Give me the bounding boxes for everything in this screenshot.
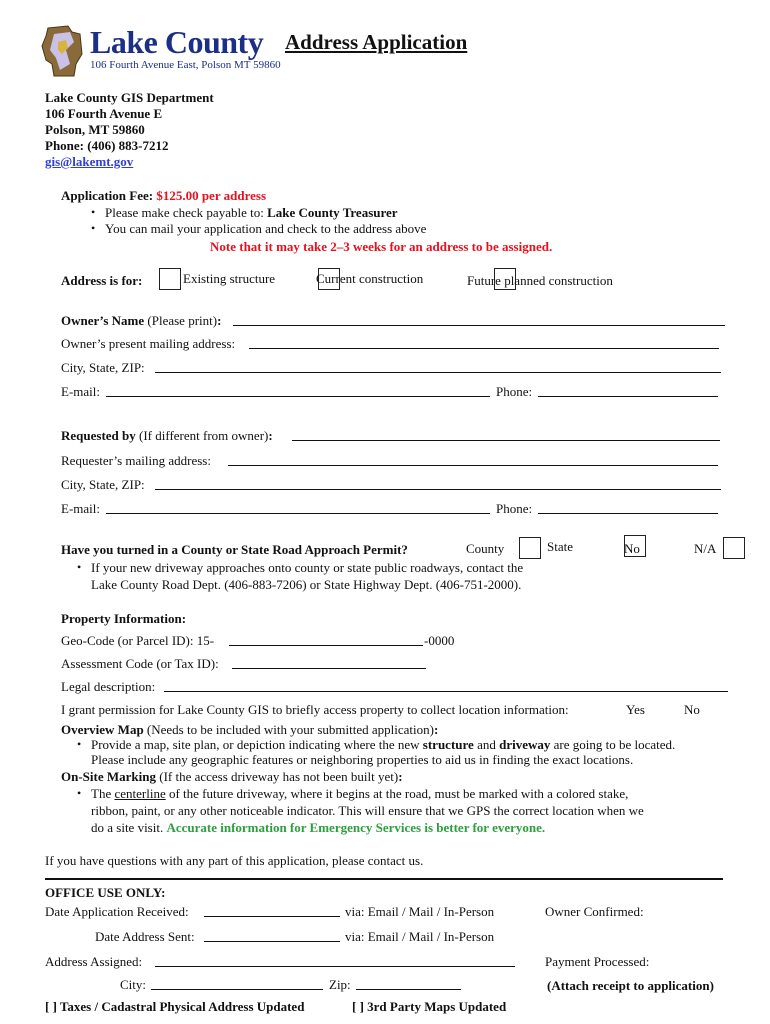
property-heading: Property Information:	[61, 611, 187, 626]
owner-phone-field[interactable]	[538, 385, 718, 397]
fee-payee: Lake County Treasurer	[267, 205, 398, 220]
permit-question: Have you turned in a County or State Road Approach Permit?	[61, 542, 408, 557]
attach-receipt-note: (Attach receipt to application)	[547, 978, 714, 993]
owner-name-row	[61, 313, 221, 329]
address-assigned-field[interactable]	[155, 955, 515, 967]
requester-phone-field[interactable]	[538, 502, 718, 514]
owner-mailing-field[interactable]	[249, 337, 719, 349]
permit-no-label: No	[624, 541, 640, 556]
county-logo	[40, 24, 280, 76]
office-zip-field[interactable]	[356, 978, 461, 990]
permission-text: I grant permission for Lake County GIS to briefly access property to collect location information:	[61, 702, 569, 717]
overview-colon: :	[433, 722, 439, 737]
taxes-updated-item[interactable]: [ ] Taxes / Cadastral Physical Address Updated	[45, 999, 305, 1014]
requester-colon: :	[268, 428, 273, 443]
requester-city-field[interactable]	[155, 478, 721, 490]
fee-bullet-1-text: Please make check payable to:	[105, 205, 264, 220]
owner-name-field[interactable]	[233, 314, 725, 326]
onsite-the: The	[91, 786, 112, 801]
permit-bullet-line-2: Lake County Road Dept. (406-883-7206) or State Highway Dept. (406-751-2000).	[91, 577, 522, 592]
department-phone: Phone: (406) 883-7212	[45, 138, 169, 153]
department-city: Polson, MT 59860	[45, 122, 145, 137]
address-assigned-label: Address Assigned:	[45, 954, 143, 969]
owner-city-field[interactable]	[155, 361, 721, 373]
permission-no-label: No	[684, 702, 700, 717]
requester-email-label: E-mail:	[61, 501, 100, 516]
overview-line1-text: Provide a map, site plan, or depiction indicating where the new	[91, 737, 420, 752]
current-construction-label: Current construction	[316, 271, 424, 286]
overview-line1-end: are going to be located.	[553, 737, 676, 752]
onsite-line1-text: of the future driveway, where it begins at the road, must be marked with a colored stake,	[168, 786, 629, 801]
date-received-field[interactable]	[204, 905, 340, 917]
legal-description-label: Legal description:	[61, 679, 156, 694]
fee-amount: $125.00 per address	[156, 188, 266, 203]
requester-row	[61, 428, 273, 444]
address-for-label: Address is for:	[61, 273, 143, 288]
requester-hint: (If different from owner)	[139, 428, 269, 443]
application-fee	[61, 188, 266, 204]
office-divider	[45, 878, 723, 880]
date-received-label: Date Application Received:	[45, 904, 189, 919]
onsite-line3-text: do a site visit.	[91, 820, 164, 835]
legal-description-field[interactable]	[164, 680, 728, 692]
office-heading: OFFICE USE ONLY:	[45, 885, 166, 900]
owner-city-label: City, State, ZIP:	[61, 360, 145, 375]
assessment-label: Assessment Code (or Tax ID):	[61, 656, 219, 671]
permit-na-label: N/A	[694, 541, 717, 556]
owner-email-label: E-mail:	[61, 384, 100, 399]
page-title: Address Application	[285, 30, 468, 54]
existing-structure-checkbox[interactable]	[159, 268, 181, 290]
office-city-field[interactable]	[151, 978, 323, 990]
fee-note: Note that it may take 2–3 weeks for an address to be assigned.	[210, 239, 553, 254]
permit-bullet-line-1: • If your new driveway approaches onto county or state public roadways, contact the	[91, 560, 523, 576]
requester-phone-label: Phone:	[496, 501, 533, 516]
existing-structure-label: Existing structure	[183, 271, 276, 286]
onsite-line-3	[91, 820, 545, 836]
permission-yes-label: Yes	[626, 702, 645, 717]
onsite-heading: On-Site Marking	[61, 769, 156, 784]
requester-mailing-label: Requester’s mailing address:	[61, 453, 211, 468]
permit-no-checkbox[interactable]	[723, 537, 745, 559]
payment-processed-label: Payment Processed:	[545, 954, 650, 969]
permit-state-label: State	[547, 539, 573, 554]
onsite-emergency-note: Accurate information for Emergency Services is better for everyone.	[166, 820, 546, 835]
overview-bullet-line-1	[91, 737, 675, 753]
overview-hint: (Needs to be included with your submitted application)	[146, 722, 434, 737]
date-sent-field[interactable]	[204, 930, 340, 942]
overview-heading-row	[61, 722, 438, 738]
owner-email-field[interactable]	[106, 385, 490, 397]
date-received-via: via: Email / Mail / In-Person	[345, 904, 495, 919]
geocode-suffix: -0000	[424, 633, 455, 648]
overview-and: and	[477, 737, 496, 752]
date-sent-via: via: Email / Mail / In-Person	[345, 929, 495, 944]
onsite-bullet-line-1	[91, 786, 628, 802]
geocode-field[interactable]	[229, 634, 423, 646]
logo-address: 106 Fourth Avenue East, Polson MT 59860	[90, 59, 281, 71]
onsite-heading-row	[61, 769, 403, 785]
onsite-centerline: centerline	[114, 786, 166, 801]
requester-mailing-field[interactable]	[228, 454, 718, 466]
overview-structure: structure	[422, 737, 474, 752]
fee-bullet-1	[105, 205, 398, 221]
onsite-colon: :	[398, 769, 403, 784]
owner-name-hint: (Please print)	[147, 313, 218, 328]
assessment-field[interactable]	[232, 657, 426, 669]
future-construction-label: Future planned construction	[467, 273, 613, 288]
permit-county-checkbox[interactable]	[519, 537, 541, 559]
owner-name-colon: :	[217, 313, 222, 328]
requester-email-field[interactable]	[106, 502, 490, 514]
fee-bullet-2: • You can mail your application and check to the address above	[105, 221, 426, 237]
owner-confirmed-label: Owner Confirmed:	[545, 904, 644, 919]
overview-driveway: driveway	[499, 737, 551, 752]
owner-phone-label: Phone:	[496, 384, 533, 399]
permit-county-label: County	[466, 541, 505, 556]
overview-bullet-line-2: Please include any geographic features or neighboring properties to aid us in finding the exact locations.	[91, 752, 634, 767]
geocode-label: Geo-Code (or Parcel ID): 15-	[61, 633, 215, 648]
department-name: Lake County GIS Department	[45, 90, 214, 105]
overview-heading: Overview Map	[61, 722, 144, 737]
fee-label: Application Fee:	[61, 188, 154, 203]
owner-name-label: Owner’s Name	[61, 313, 145, 328]
questions-text: If you have questions with any part of this application, please contact us.	[45, 853, 424, 868]
onsite-line-2: ribbon, paint, or any other noticeable indicator. This will ensure that we GPS the correct location when we	[91, 803, 644, 818]
logo-name: Lake County	[90, 24, 264, 60]
date-sent-label: Date Address Sent:	[95, 929, 195, 944]
requester-name-field[interactable]	[292, 429, 720, 441]
onsite-hint: (If the access driveway has not been built yet)	[159, 769, 399, 784]
requester-city-label: City, State, ZIP:	[61, 477, 145, 492]
county-map-icon	[40, 24, 88, 78]
office-zip-label: Zip:	[329, 977, 351, 992]
owner-mailing-label: Owner’s present mailing address:	[61, 336, 236, 351]
department-street: 106 Fourth Avenue E	[45, 106, 163, 121]
third-party-maps-item[interactable]: [ ] 3rd Party Maps Updated	[352, 999, 507, 1014]
office-city-label: City:	[120, 977, 147, 992]
requester-label: Requested by	[61, 428, 136, 443]
department-email-link[interactable]: gis@lakemt.gov	[45, 154, 134, 169]
